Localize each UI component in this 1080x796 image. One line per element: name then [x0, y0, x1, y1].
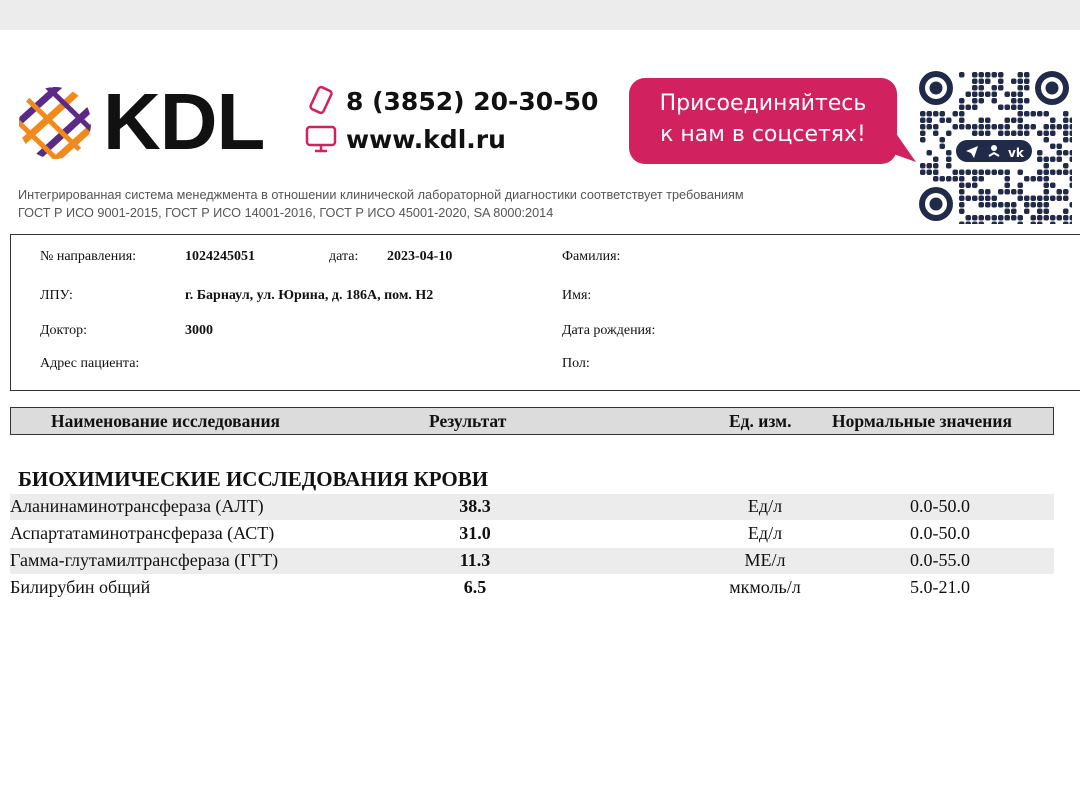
brand-name: KDL	[103, 77, 265, 166]
qr-module	[1044, 209, 1050, 215]
referral-label: № направления:	[40, 249, 137, 264]
qr-module	[1063, 170, 1069, 176]
qr-module	[979, 124, 985, 130]
qr-module	[1024, 98, 1030, 104]
qr-module	[1031, 196, 1037, 202]
qr-module	[920, 111, 926, 117]
test-result: 11.3	[459, 550, 491, 570]
qr-module	[920, 118, 926, 124]
qr-module	[1005, 202, 1011, 208]
qr-module	[985, 202, 991, 208]
test-unit: мкмоль/л	[729, 577, 801, 597]
qr-module	[998, 85, 1004, 91]
qr-module	[953, 176, 959, 182]
qr-module	[979, 72, 985, 78]
qr-module	[972, 79, 978, 85]
qr-module	[933, 124, 939, 130]
sex-label: Пол:	[562, 356, 590, 371]
qr-finder-top-left	[919, 71, 953, 105]
qr-module	[1018, 85, 1024, 91]
qr-module	[1018, 98, 1024, 104]
qr-module	[1031, 124, 1037, 130]
qr-module	[979, 189, 985, 195]
qr-module	[966, 215, 972, 221]
qr-module	[979, 215, 985, 221]
qr-module	[946, 118, 952, 124]
qr-module	[1057, 157, 1063, 163]
qr-module	[985, 79, 991, 85]
qr-module	[946, 163, 952, 169]
results-table-header	[10, 407, 1054, 435]
qr-module	[1011, 92, 1017, 98]
qr-module	[1018, 105, 1024, 111]
qr-module	[1011, 202, 1017, 208]
table-row	[10, 521, 1054, 547]
qr-module	[1037, 215, 1043, 221]
qr-module	[959, 176, 965, 182]
lpu-value: г. Барнаул, ул. Юрина, д. 186А, пом. Н2	[185, 288, 434, 303]
qr-module	[959, 105, 965, 111]
qr-module	[1005, 131, 1011, 137]
qr-module	[1037, 196, 1043, 202]
test-name: Гамма-глутамилтрансфераза (ГГТ)	[10, 550, 279, 570]
qr-module	[1018, 111, 1024, 117]
social-line-2: к нам в соцсетях!	[660, 122, 866, 147]
test-norm: 0.0-55.0	[910, 550, 970, 570]
table-row	[10, 575, 1054, 601]
qr-module	[972, 85, 978, 91]
qr-module	[979, 79, 985, 85]
name-label: Имя:	[562, 288, 592, 303]
svg-text:vk: vk	[1008, 146, 1024, 160]
qr-module	[966, 170, 972, 176]
qr-module	[1024, 176, 1030, 182]
qr-module	[1044, 176, 1050, 182]
qr-module	[1011, 215, 1017, 221]
monitor-icon	[304, 124, 338, 154]
qr-module	[998, 189, 1004, 195]
qr-module	[953, 170, 959, 176]
qr-module	[972, 170, 978, 176]
qr-module	[1050, 196, 1056, 202]
qr-module	[966, 92, 972, 98]
certification-line-1: Интегрированная система менеджмента в отношении клинической лабораторной диагностики соответствует требованиям	[18, 188, 744, 202]
qr-module	[1050, 124, 1056, 130]
qr-module	[933, 176, 939, 182]
test-unit: МЕ/л	[744, 550, 786, 570]
qr-module	[1063, 196, 1069, 202]
qr-module	[920, 170, 926, 176]
qr-module	[1063, 111, 1069, 117]
certification-note	[18, 186, 918, 222]
qr-module	[1024, 85, 1030, 91]
certification-line-2: ГОСТ Р ИСО 9001-2015, ГОСТ Р ИСО 14001-2016, ГОСТ Р ИСО 45001-2020, SA 8000:2014	[18, 206, 554, 220]
qr-module	[940, 118, 946, 124]
qr-module	[933, 111, 939, 117]
qr-module	[1011, 118, 1017, 124]
qr-module	[1024, 209, 1030, 215]
qr-module	[979, 196, 985, 202]
qr-module	[966, 105, 972, 111]
qr-module	[933, 170, 939, 176]
qr-module	[1018, 131, 1024, 137]
qr-module	[979, 131, 985, 137]
qr-module	[1044, 131, 1050, 137]
qr-module	[1018, 92, 1024, 98]
qr-module	[979, 118, 985, 124]
social-line-1: Присоединяйтесь	[659, 91, 867, 116]
qr-module	[1050, 131, 1056, 137]
qr-module	[1011, 105, 1017, 111]
qr-module	[972, 196, 978, 202]
qr-module	[1005, 176, 1011, 182]
qr-module	[998, 170, 1004, 176]
qr-module	[1018, 72, 1024, 78]
qr-module	[940, 137, 946, 143]
qr-finder-bottom-left	[919, 187, 953, 221]
qr-module	[985, 196, 991, 202]
section-title: БИОХИМИЧЕСКИЕ ИССЛЕДОВАНИЯ КРОВИ	[18, 467, 489, 491]
qr-module	[972, 98, 978, 104]
qr-module	[966, 183, 972, 189]
qr-module	[972, 131, 978, 137]
qr-module	[1018, 118, 1024, 124]
test-norm: 5.0-21.0	[910, 577, 970, 597]
qr-module	[1005, 92, 1011, 98]
date-value: 2023-04-10	[387, 249, 453, 264]
qr-module	[979, 98, 985, 104]
lpu-label: ЛПУ:	[40, 288, 73, 303]
qr-module	[1063, 189, 1069, 195]
qr-module	[1018, 79, 1024, 85]
date-label: дата:	[329, 249, 359, 264]
qr-module	[1011, 131, 1017, 137]
qr-module	[959, 209, 965, 215]
qr-module	[1024, 196, 1030, 202]
table-row	[10, 494, 1054, 520]
qr-module	[920, 163, 926, 169]
qr-module	[998, 79, 1004, 85]
qr-module	[1005, 118, 1011, 124]
test-result: 31.0	[459, 523, 491, 543]
qr-module	[959, 196, 965, 202]
qr-module	[1050, 170, 1056, 176]
qr-module	[992, 215, 998, 221]
qr-module	[998, 124, 1004, 130]
phone-icon	[304, 86, 338, 116]
qr-module	[972, 72, 978, 78]
qr-module	[953, 124, 959, 130]
qr-module	[927, 163, 933, 169]
qr-module	[1044, 111, 1050, 117]
qr-module	[959, 170, 965, 176]
qr-module	[946, 157, 952, 163]
qr-module	[1044, 202, 1050, 208]
qr-module	[1011, 189, 1017, 195]
qr-module	[979, 85, 985, 91]
qr-module	[933, 157, 939, 163]
test-name: Билирубин общий	[10, 577, 151, 597]
test-unit: Ед/л	[747, 496, 783, 516]
qr-module	[992, 98, 998, 104]
qr-module	[927, 118, 933, 124]
phone-contact	[304, 86, 598, 116]
qr-module	[1044, 137, 1050, 143]
qr-module	[1018, 196, 1024, 202]
qr-module	[992, 196, 998, 202]
test-result: 38.3	[459, 496, 491, 516]
speech-bubble-tail	[888, 122, 918, 162]
qr-module	[998, 131, 1004, 137]
website-contact	[304, 124, 506, 154]
qr-module	[1005, 183, 1011, 189]
qr-module	[1037, 170, 1043, 176]
qr-module	[1050, 144, 1056, 150]
qr-module	[985, 92, 991, 98]
qr-module	[1031, 215, 1037, 221]
qr-module	[992, 170, 998, 176]
qr-module	[946, 131, 952, 137]
qr-module	[1037, 111, 1043, 117]
qr-module	[940, 176, 946, 182]
test-norm: 0.0-50.0	[910, 496, 970, 516]
test-result: 6.5	[463, 577, 487, 597]
qr-module	[992, 92, 998, 98]
qr-module	[1044, 189, 1050, 195]
qr-module	[998, 215, 1004, 221]
qr-module	[972, 215, 978, 221]
qr-module	[966, 124, 972, 130]
qr-module	[933, 163, 939, 169]
qr-module	[1005, 189, 1011, 195]
qr-module	[1024, 202, 1030, 208]
qr-module	[1050, 157, 1056, 163]
qr-module	[966, 196, 972, 202]
qr-module	[1024, 131, 1030, 137]
qr-module	[1005, 170, 1011, 176]
qr-module	[998, 105, 1004, 111]
qr-module	[992, 72, 998, 78]
qr-center-social-icons	[954, 138, 1034, 164]
qr-module	[1037, 150, 1043, 156]
test-name: Аспартатаминотрансфераза (АСТ)	[10, 523, 275, 543]
qr-module	[998, 72, 1004, 78]
qr-module	[985, 118, 991, 124]
qr-module	[946, 150, 952, 156]
patient-info-box	[10, 234, 1080, 391]
qr-module	[992, 85, 998, 91]
qr-module	[972, 176, 978, 182]
qr-module	[933, 131, 939, 137]
surname-label: Фамилия:	[562, 249, 621, 264]
qr-module	[1005, 215, 1011, 221]
qr-module	[927, 150, 933, 156]
qr-module	[920, 124, 926, 130]
qr-module	[920, 137, 926, 143]
qr-module	[1011, 98, 1017, 104]
qr-module	[1057, 189, 1063, 195]
qr-module	[946, 176, 952, 182]
qr-module	[1063, 163, 1069, 169]
qr-module	[1037, 157, 1043, 163]
kdl-logo-icon	[18, 86, 92, 160]
qr-module	[959, 98, 965, 104]
qr-module	[972, 105, 978, 111]
website-link[interactable]: www.kdl.ru	[346, 124, 506, 154]
header-unit: Ед. изм.	[729, 411, 792, 431]
qr-module	[1044, 124, 1050, 130]
qr-module	[972, 124, 978, 130]
qr-module	[959, 202, 965, 208]
qr-module	[1063, 137, 1069, 143]
doctor-value: 3000	[185, 323, 213, 338]
referral-value: 1024245051	[185, 249, 255, 264]
qr-module	[1018, 189, 1024, 195]
qr-module	[1057, 124, 1063, 130]
test-name: Аланинаминотрансфераза (АЛТ)	[10, 496, 264, 516]
qr-module	[953, 111, 959, 117]
test-norm: 0.0-50.0	[910, 523, 970, 543]
qr-module	[985, 215, 991, 221]
dob-label: Дата рождения:	[562, 323, 656, 338]
qr-module	[1011, 79, 1017, 85]
qr-module	[1005, 124, 1011, 130]
qr-module	[927, 111, 933, 117]
qr-module	[972, 92, 978, 98]
qr-module	[1050, 118, 1056, 124]
qr-module	[979, 202, 985, 208]
qr-module	[1024, 111, 1030, 117]
qr-module	[940, 111, 946, 117]
qr-module	[959, 124, 965, 130]
qr-module	[927, 124, 933, 130]
qr-module	[979, 92, 985, 98]
qr-module	[1011, 209, 1017, 215]
qr-module	[1037, 209, 1043, 215]
qr-module	[1044, 170, 1050, 176]
qr-module	[985, 189, 991, 195]
qr-module	[1050, 183, 1056, 189]
qr-module	[1024, 124, 1030, 130]
address-label: Адрес пациента:	[40, 356, 140, 371]
qr-module	[1057, 215, 1063, 221]
qr-module	[1063, 131, 1069, 137]
qr-module	[1018, 215, 1024, 221]
qr-module	[927, 170, 933, 176]
qr-module	[1031, 111, 1037, 117]
qr-module	[985, 131, 991, 137]
table-row	[10, 548, 1054, 574]
qr-module	[1044, 157, 1050, 163]
qr-module	[985, 124, 991, 130]
qr-finder-top-right	[1035, 71, 1069, 105]
qr-module	[985, 170, 991, 176]
qr-module	[985, 72, 991, 78]
qr-module	[1063, 150, 1069, 156]
phone-number: 8 (3852) 20-30-50	[346, 86, 599, 116]
qr-module	[1037, 131, 1043, 137]
qr-module	[1024, 79, 1030, 85]
qr-module	[1018, 124, 1024, 130]
qr-module	[1063, 209, 1069, 215]
qr-module	[1005, 105, 1011, 111]
qr-module	[992, 124, 998, 130]
qr-module	[992, 202, 998, 208]
qr-module	[940, 144, 946, 150]
social-banner[interactable]	[629, 78, 897, 164]
qr-module	[998, 202, 1004, 208]
qr-module	[1031, 202, 1037, 208]
qr-module	[1044, 163, 1050, 169]
qr-module	[1031, 176, 1037, 182]
qr-module	[972, 183, 978, 189]
qr-module	[959, 183, 965, 189]
header-result: Результат	[429, 411, 507, 431]
qr-module	[1044, 183, 1050, 189]
qr-module	[959, 189, 965, 195]
qr-module	[979, 170, 985, 176]
viewer-top-bar	[0, 0, 1080, 30]
qr-module	[979, 176, 985, 182]
qr-module	[1037, 202, 1043, 208]
qr-module	[1057, 150, 1063, 156]
header-norm: Нормальные значения	[832, 411, 1012, 431]
qr-module	[1063, 118, 1069, 124]
qr-module	[1057, 144, 1063, 150]
qr-module	[1005, 209, 1011, 215]
qr-module	[920, 131, 926, 137]
test-unit: Ед/л	[747, 523, 783, 543]
header-test-name: Наименование исследования	[51, 411, 281, 431]
doctor-label: Доктор:	[40, 323, 87, 338]
qr-module	[1024, 72, 1030, 78]
qr-module	[1057, 170, 1063, 176]
qr-module	[1063, 215, 1069, 221]
qr-module	[959, 118, 965, 124]
qr-module	[1057, 196, 1063, 202]
qr-module	[959, 111, 965, 117]
qr-code-icon[interactable]	[916, 68, 1072, 224]
qr-module	[959, 72, 965, 78]
qr-module	[1063, 124, 1069, 130]
qr-module	[1018, 183, 1024, 189]
qr-module	[1050, 215, 1056, 221]
qr-module	[1018, 170, 1024, 176]
qr-module	[1044, 196, 1050, 202]
qr-module	[1044, 215, 1050, 221]
qr-module	[1037, 176, 1043, 182]
